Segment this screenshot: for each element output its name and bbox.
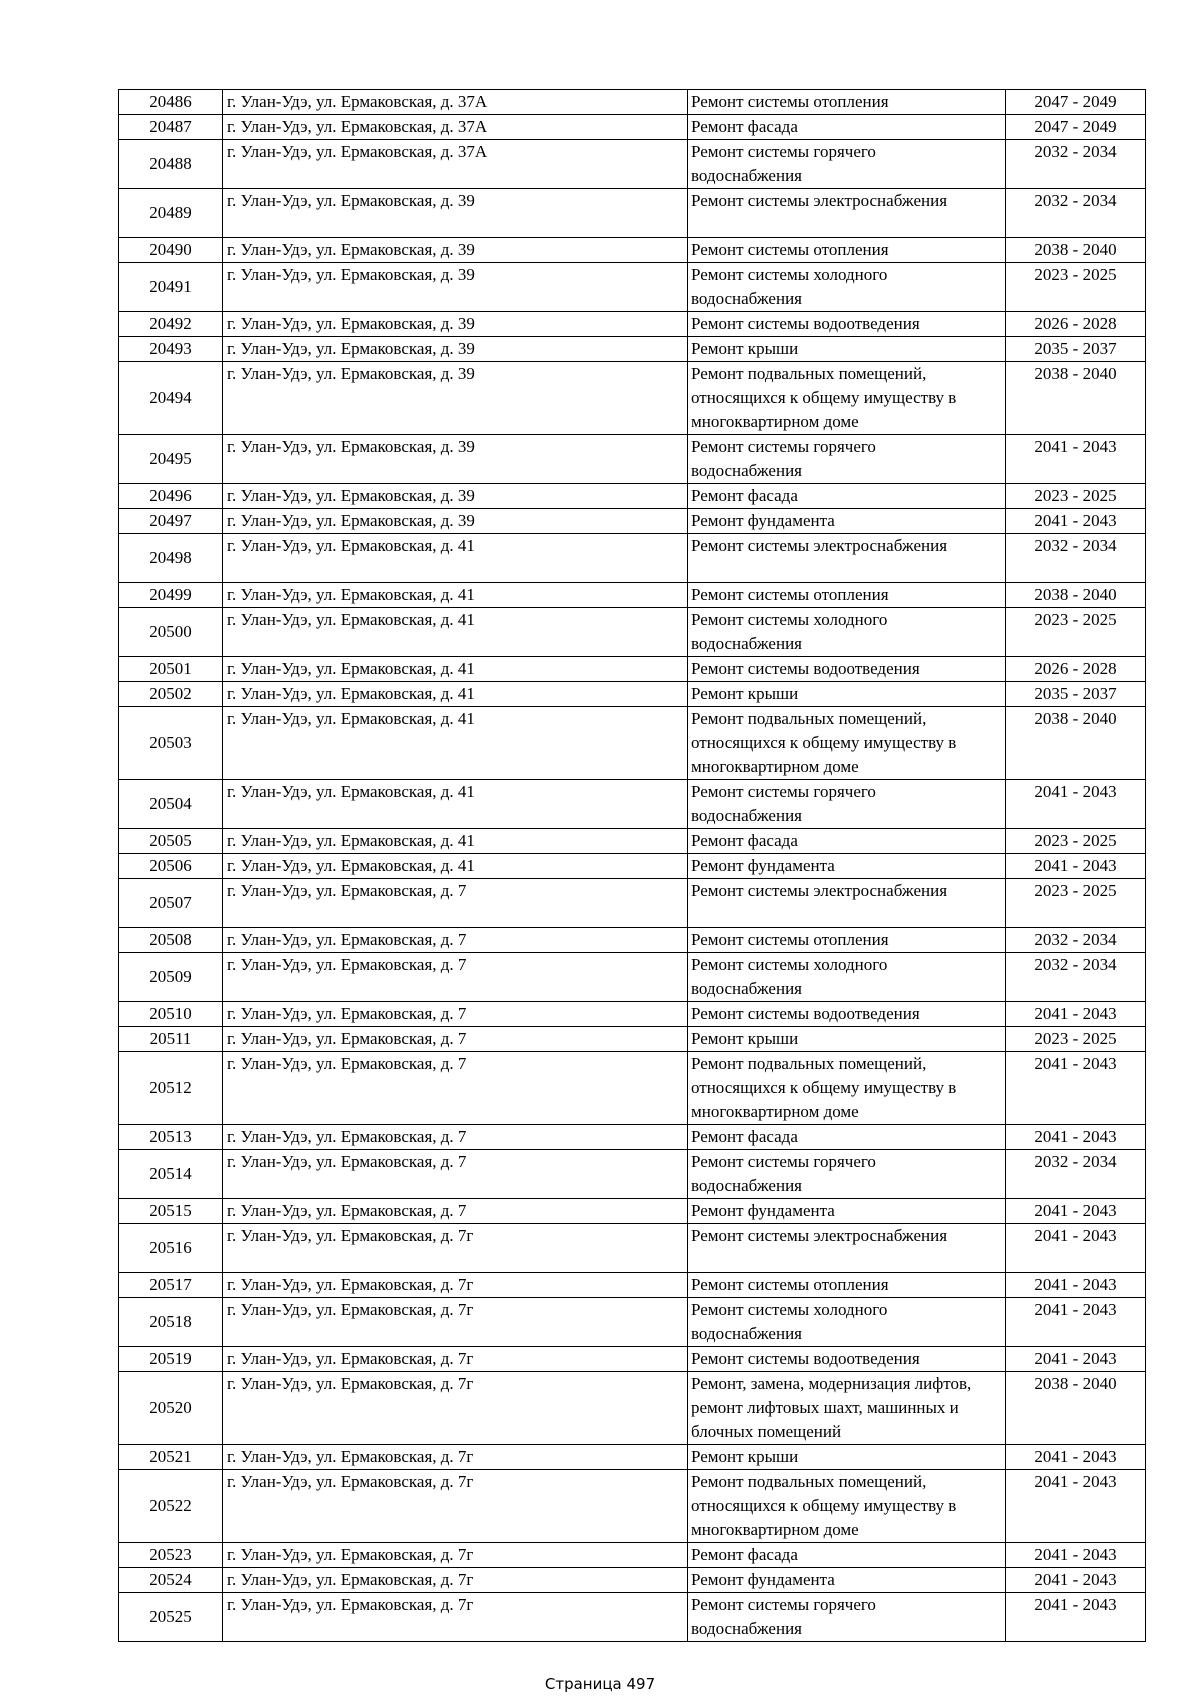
row-number-cell: 20505	[119, 829, 223, 854]
address-cell: г. Улан-Удэ, ул. Ермаковская, д. 39	[223, 337, 688, 362]
work-type-cell	[688, 1027, 1006, 1052]
table-body	[119, 90, 1146, 1642]
row-number-cell: 20510	[119, 1002, 223, 1027]
row-number-cell: 20489	[119, 189, 223, 238]
years-cell: 2023 - 2025	[1006, 879, 1146, 928]
work-type-line: водоснабжения	[691, 289, 802, 308]
table-row	[119, 682, 1146, 707]
years-cell: 2026 - 2028	[1006, 657, 1146, 682]
work-type-line: Ремонт системы водоотведения	[691, 659, 920, 678]
work-type-line: Ремонт системы электроснабжения	[691, 881, 948, 900]
address-cell: г. Улан-Удэ, ул. Ермаковская, д. 39	[223, 263, 688, 312]
years-cell: 2041 - 2043	[1006, 1125, 1146, 1150]
years-cell: 2041 - 2043	[1006, 1052, 1146, 1125]
work-type-cell	[688, 140, 1006, 189]
work-type-cell	[688, 657, 1006, 682]
row-number-cell: 20488	[119, 140, 223, 189]
work-type-line: Ремонт, замена, модернизация лифтов,	[691, 1374, 972, 1393]
address-cell: г. Улан-Удэ, ул. Ермаковская, д. 7	[223, 953, 688, 1002]
work-type-line: Ремонт системы холодного	[691, 610, 888, 629]
work-type-cell	[688, 90, 1006, 115]
work-type-line: Ремонт системы электроснабжения	[691, 536, 948, 555]
address-cell: г. Улан-Удэ, ул. Ермаковская, д. 7г	[223, 1372, 688, 1445]
years-cell: 2041 - 2043	[1006, 1273, 1146, 1298]
work-type-line: Ремонт системы горячего	[691, 437, 876, 456]
years-cell: 2041 - 2043	[1006, 1543, 1146, 1568]
table-row	[119, 780, 1146, 829]
work-type-line: Ремонт системы холодного	[691, 265, 888, 284]
work-type-cell	[688, 509, 1006, 534]
years-cell: 2023 - 2025	[1006, 829, 1146, 854]
row-number-cell: 20503	[119, 707, 223, 780]
page-number: Страница 497	[544, 1675, 656, 1693]
row-number-cell: 20511	[119, 1027, 223, 1052]
row-number-cell: 20501	[119, 657, 223, 682]
row-number-cell: 20490	[119, 238, 223, 263]
years-cell: 2035 - 2037	[1006, 337, 1146, 362]
years-cell: 2041 - 2043	[1006, 1298, 1146, 1347]
work-type-line: Ремонт фундамента	[691, 1570, 835, 1589]
address-cell: г. Улан-Удэ, ул. Ермаковская, д. 7	[223, 1002, 688, 1027]
table-row	[119, 1125, 1146, 1150]
table-row	[119, 337, 1146, 362]
address-cell: г. Улан-Удэ, ул. Ермаковская, д. 7	[223, 1150, 688, 1199]
table-row	[119, 657, 1146, 682]
years-cell: 2023 - 2025	[1006, 608, 1146, 657]
address-cell: г. Улан-Удэ, ул. Ермаковская, д. 7г	[223, 1593, 688, 1642]
table-row	[119, 879, 1146, 928]
table-row	[119, 189, 1146, 238]
work-type-line: водоснабжения	[691, 1324, 802, 1343]
years-cell: 2041 - 2043	[1006, 780, 1146, 829]
address-cell: г. Улан-Удэ, ул. Ермаковская, д. 41	[223, 829, 688, 854]
work-type-cell	[688, 1568, 1006, 1593]
row-number-cell: 20506	[119, 854, 223, 879]
table-row	[119, 90, 1146, 115]
work-type-line: водоснабжения	[691, 166, 802, 185]
row-number-cell: 20524	[119, 1568, 223, 1593]
work-type-cell	[688, 189, 1006, 238]
address-cell: г. Улан-Удэ, ул. Ермаковская, д. 39	[223, 189, 688, 238]
address-cell: г. Улан-Удэ, ул. Ермаковская, д. 7	[223, 1052, 688, 1125]
row-number-cell: 20520	[119, 1372, 223, 1445]
row-number-cell: 20498	[119, 534, 223, 583]
address-cell: г. Улан-Удэ, ул. Ермаковская, д. 39	[223, 238, 688, 263]
address-cell: г. Улан-Удэ, ул. Ермаковская, д. 39	[223, 509, 688, 534]
years-cell: 2041 - 2043	[1006, 1470, 1146, 1543]
work-type-line: Ремонт системы электроснабжения	[691, 191, 948, 210]
work-type-line: Ремонт системы отопления	[691, 92, 889, 111]
work-type-line: многоквартирном доме	[691, 412, 859, 431]
years-cell: 2041 - 2043	[1006, 1002, 1146, 1027]
work-type-cell	[688, 1002, 1006, 1027]
work-type-line: Ремонт системы электроснабжения	[691, 1226, 948, 1245]
row-number-cell: 20499	[119, 583, 223, 608]
work-type-line	[691, 1248, 1001, 1272]
work-type-line: Ремонт подвальных помещений,	[691, 364, 927, 383]
address-cell: г. Улан-Удэ, ул. Ермаковская, д. 7	[223, 1027, 688, 1052]
work-type-cell	[688, 854, 1006, 879]
work-type-line: относящихся к общему имуществу в	[691, 733, 957, 752]
row-number-cell: 20513	[119, 1125, 223, 1150]
table-row	[119, 362, 1146, 435]
work-type-line: относящихся к общему имуществу в	[691, 1078, 957, 1097]
work-type-line: Ремонт фундамента	[691, 856, 835, 875]
work-type-line: Ремонт системы отопления	[691, 930, 889, 949]
work-type-line: Ремонт крыши	[691, 339, 799, 358]
row-number-cell: 20523	[119, 1543, 223, 1568]
table-row	[119, 484, 1146, 509]
address-cell: г. Улан-Удэ, ул. Ермаковская, д. 41	[223, 583, 688, 608]
table-row	[119, 263, 1146, 312]
years-cell: 2041 - 2043	[1006, 1445, 1146, 1470]
work-type-line: Ремонт системы горячего	[691, 142, 876, 161]
years-cell: 2041 - 2043	[1006, 1347, 1146, 1372]
table-row	[119, 1298, 1146, 1347]
table-row	[119, 608, 1146, 657]
years-cell: 2026 - 2028	[1006, 312, 1146, 337]
work-type-line: Ремонт системы холодного	[691, 1300, 888, 1319]
address-cell: г. Улан-Удэ, ул. Ермаковская, д. 7г	[223, 1568, 688, 1593]
row-number-cell: 20519	[119, 1347, 223, 1372]
work-type-cell	[688, 829, 1006, 854]
work-type-line: Ремонт системы водоотведения	[691, 1004, 920, 1023]
work-type-line: Ремонт системы горячего	[691, 1152, 876, 1171]
table-row	[119, 312, 1146, 337]
address-cell: г. Улан-Удэ, ул. Ермаковская, д. 41	[223, 657, 688, 682]
years-cell: 2032 - 2034	[1006, 928, 1146, 953]
table-row	[119, 115, 1146, 140]
table-row	[119, 140, 1146, 189]
work-type-line: Ремонт системы отопления	[691, 585, 889, 604]
table-row	[119, 1002, 1146, 1027]
address-cell: г. Улан-Удэ, ул. Ермаковская, д. 37А	[223, 115, 688, 140]
years-cell: 2035 - 2037	[1006, 682, 1146, 707]
years-cell: 2023 - 2025	[1006, 1027, 1146, 1052]
years-cell: 2038 - 2040	[1006, 1372, 1146, 1445]
years-cell: 2023 - 2025	[1006, 484, 1146, 509]
years-cell: 2041 - 2043	[1006, 435, 1146, 484]
table-row	[119, 1470, 1146, 1543]
work-type-cell	[688, 1150, 1006, 1199]
work-type-line: Ремонт фасада	[691, 831, 798, 850]
work-type-line	[691, 213, 1001, 237]
work-type-line: Ремонт подвальных помещений,	[691, 1054, 927, 1073]
work-type-line: многоквартирном доме	[691, 1520, 859, 1539]
row-number-cell: 20494	[119, 362, 223, 435]
address-cell: г. Улан-Удэ, ул. Ермаковская, д. 41	[223, 682, 688, 707]
work-type-cell	[688, 682, 1006, 707]
work-type-cell	[688, 1273, 1006, 1298]
row-number-cell: 20514	[119, 1150, 223, 1199]
address-cell: г. Улан-Удэ, ул. Ермаковская, д. 7г	[223, 1224, 688, 1273]
row-number-cell: 20487	[119, 115, 223, 140]
table-row	[119, 928, 1146, 953]
work-type-cell	[688, 238, 1006, 263]
work-type-line	[691, 558, 1001, 582]
address-cell: г. Улан-Удэ, ул. Ермаковская, д. 41	[223, 780, 688, 829]
address-cell: г. Улан-Удэ, ул. Ермаковская, д. 37А	[223, 90, 688, 115]
work-type-cell	[688, 707, 1006, 780]
work-type-line: Ремонт фасада	[691, 1127, 798, 1146]
work-type-line: ремонт лифтовых шахт, машинных и	[691, 1398, 959, 1417]
row-number-cell: 20507	[119, 879, 223, 928]
row-number-cell: 20517	[119, 1273, 223, 1298]
table-row	[119, 854, 1146, 879]
work-type-line: Ремонт системы горячего	[691, 782, 876, 801]
work-type-cell	[688, 879, 1006, 928]
work-type-cell	[688, 1052, 1006, 1125]
table-row	[119, 1347, 1146, 1372]
row-number-cell: 20497	[119, 509, 223, 534]
row-number-cell: 20518	[119, 1298, 223, 1347]
years-cell: 2032 - 2034	[1006, 140, 1146, 189]
years-cell: 2041 - 2043	[1006, 1593, 1146, 1642]
work-type-cell	[688, 312, 1006, 337]
work-type-line: Ремонт системы отопления	[691, 1275, 889, 1294]
years-cell: 2023 - 2025	[1006, 263, 1146, 312]
work-type-line: многоквартирном доме	[691, 757, 859, 776]
table-row	[119, 1224, 1146, 1273]
address-cell: г. Улан-Удэ, ул. Ермаковская, д. 7г	[223, 1470, 688, 1543]
work-type-line: водоснабжения	[691, 1176, 802, 1195]
work-type-cell	[688, 1470, 1006, 1543]
work-type-line: Ремонт системы водоотведения	[691, 314, 920, 333]
years-cell: 2032 - 2034	[1006, 189, 1146, 238]
work-type-cell	[688, 583, 1006, 608]
row-number-cell: 20486	[119, 90, 223, 115]
work-type-line: Ремонт крыши	[691, 1029, 799, 1048]
table-row	[119, 1052, 1146, 1125]
work-type-cell	[688, 780, 1006, 829]
row-number-cell: 20496	[119, 484, 223, 509]
table-row	[119, 707, 1146, 780]
table-row	[119, 509, 1146, 534]
address-cell: г. Улан-Удэ, ул. Ермаковская, д. 41	[223, 707, 688, 780]
work-type-line: Ремонт подвальных помещений,	[691, 709, 927, 728]
address-cell: г. Улан-Удэ, ул. Ермаковская, д. 7г	[223, 1273, 688, 1298]
years-cell: 2041 - 2043	[1006, 1224, 1146, 1273]
work-type-cell	[688, 1125, 1006, 1150]
work-type-line: Ремонт крыши	[691, 1447, 799, 1466]
work-type-line: Ремонт фасада	[691, 117, 798, 136]
address-cell: г. Улан-Удэ, ул. Ермаковская, д. 41	[223, 854, 688, 879]
work-type-line: Ремонт фундамента	[691, 511, 835, 530]
address-cell: г. Улан-Удэ, ул. Ермаковская, д. 39	[223, 484, 688, 509]
row-number-cell: 20509	[119, 953, 223, 1002]
work-type-line: водоснабжения	[691, 806, 802, 825]
table-row	[119, 829, 1146, 854]
work-type-line: водоснабжения	[691, 979, 802, 998]
table-row	[119, 238, 1146, 263]
years-cell: 2032 - 2034	[1006, 1150, 1146, 1199]
row-number-cell: 20522	[119, 1470, 223, 1543]
years-cell: 2041 - 2043	[1006, 1199, 1146, 1224]
row-number-cell: 20521	[119, 1445, 223, 1470]
table-row	[119, 1199, 1146, 1224]
address-cell: г. Улан-Удэ, ул. Ермаковская, д. 7г	[223, 1445, 688, 1470]
work-type-cell	[688, 484, 1006, 509]
address-cell: г. Улан-Удэ, ул. Ермаковская, д. 41	[223, 534, 688, 583]
row-number-cell: 20525	[119, 1593, 223, 1642]
years-cell: 2041 - 2043	[1006, 1568, 1146, 1593]
work-type-line: Ремонт системы горячего	[691, 1595, 876, 1614]
years-cell: 2038 - 2040	[1006, 583, 1146, 608]
work-type-cell	[688, 435, 1006, 484]
work-type-line: Ремонт системы водоотведения	[691, 1349, 920, 1368]
row-number-cell: 20508	[119, 928, 223, 953]
work-type-line: Ремонт фасада	[691, 486, 798, 505]
work-type-line: блочных помещений	[691, 1422, 842, 1441]
work-type-line: Ремонт фасада	[691, 1545, 798, 1564]
work-type-line: Ремонт подвальных помещений,	[691, 1472, 927, 1491]
work-type-cell	[688, 1347, 1006, 1372]
work-type-cell	[688, 953, 1006, 1002]
years-cell: 2041 - 2043	[1006, 509, 1146, 534]
years-cell: 2038 - 2040	[1006, 707, 1146, 780]
address-cell: г. Улан-Удэ, ул. Ермаковская, д. 39	[223, 362, 688, 435]
work-type-cell	[688, 115, 1006, 140]
years-cell: 2038 - 2040	[1006, 238, 1146, 263]
table-row	[119, 1150, 1146, 1199]
table-row	[119, 1568, 1146, 1593]
work-type-cell	[688, 928, 1006, 953]
table-row	[119, 1593, 1146, 1642]
address-cell: г. Улан-Удэ, ул. Ермаковская, д. 7г	[223, 1543, 688, 1568]
table-row	[119, 534, 1146, 583]
years-cell: 2032 - 2034	[1006, 534, 1146, 583]
table-row	[119, 1543, 1146, 1568]
work-type-cell	[688, 608, 1006, 657]
work-type-line: Ремонт системы холодного	[691, 955, 888, 974]
address-cell: г. Улан-Удэ, ул. Ермаковская, д. 7г	[223, 1347, 688, 1372]
work-type-line: Ремонт системы отопления	[691, 240, 889, 259]
row-number-cell: 20500	[119, 608, 223, 657]
row-number-cell: 20502	[119, 682, 223, 707]
table-row	[119, 1372, 1146, 1445]
address-cell: г. Улан-Удэ, ул. Ермаковская, д. 7	[223, 879, 688, 928]
work-type-cell	[688, 1372, 1006, 1445]
years-cell: 2041 - 2043	[1006, 854, 1146, 879]
row-number-cell: 20495	[119, 435, 223, 484]
work-type-cell	[688, 1199, 1006, 1224]
address-cell: г. Улан-Удэ, ул. Ермаковская, д. 7г	[223, 1298, 688, 1347]
years-cell: 2038 - 2040	[1006, 362, 1146, 435]
work-type-cell	[688, 1543, 1006, 1568]
work-type-line: Ремонт крыши	[691, 684, 799, 703]
address-cell: г. Улан-Удэ, ул. Ермаковская, д. 37А	[223, 140, 688, 189]
row-number-cell: 20493	[119, 337, 223, 362]
years-cell: 2047 - 2049	[1006, 90, 1146, 115]
address-cell: г. Улан-Удэ, ул. Ермаковская, д. 7	[223, 1125, 688, 1150]
table-row	[119, 1027, 1146, 1052]
years-cell: 2032 - 2034	[1006, 953, 1146, 1002]
table-row	[119, 435, 1146, 484]
address-cell: г. Улан-Удэ, ул. Ермаковская, д. 39	[223, 312, 688, 337]
row-number-cell: 20516	[119, 1224, 223, 1273]
work-type-line: относящихся к общему имуществу в	[691, 1496, 957, 1515]
table-row	[119, 1273, 1146, 1298]
address-cell: г. Улан-Удэ, ул. Ермаковская, д. 7	[223, 1199, 688, 1224]
work-type-line: относящихся к общему имуществу в	[691, 388, 957, 407]
address-cell: г. Улан-Удэ, ул. Ермаковская, д. 41	[223, 608, 688, 657]
address-cell: г. Улан-Удэ, ул. Ермаковская, д. 7	[223, 928, 688, 953]
work-type-cell	[688, 1445, 1006, 1470]
work-type-line: водоснабжения	[691, 634, 802, 653]
table-row	[119, 953, 1146, 1002]
work-type-line: водоснабжения	[691, 461, 802, 480]
row-number-cell: 20492	[119, 312, 223, 337]
row-number-cell: 20491	[119, 263, 223, 312]
work-type-cell	[688, 337, 1006, 362]
repair-schedule-table	[118, 89, 1146, 1642]
work-type-cell	[688, 362, 1006, 435]
row-number-cell: 20504	[119, 780, 223, 829]
row-number-cell: 20512	[119, 1052, 223, 1125]
table-row	[119, 1445, 1146, 1470]
work-type-cell	[688, 534, 1006, 583]
table-row	[119, 583, 1146, 608]
work-type-cell	[688, 1224, 1006, 1273]
years-cell: 2047 - 2049	[1006, 115, 1146, 140]
row-number-cell: 20515	[119, 1199, 223, 1224]
work-type-cell	[688, 1298, 1006, 1347]
work-type-line: водоснабжения	[691, 1619, 802, 1638]
address-cell: г. Улан-Удэ, ул. Ермаковская, д. 39	[223, 435, 688, 484]
work-type-line: Ремонт фундамента	[691, 1201, 835, 1220]
work-type-line	[691, 903, 1001, 927]
work-type-cell	[688, 263, 1006, 312]
work-type-cell	[688, 1593, 1006, 1642]
work-type-line: многоквартирном доме	[691, 1102, 859, 1121]
